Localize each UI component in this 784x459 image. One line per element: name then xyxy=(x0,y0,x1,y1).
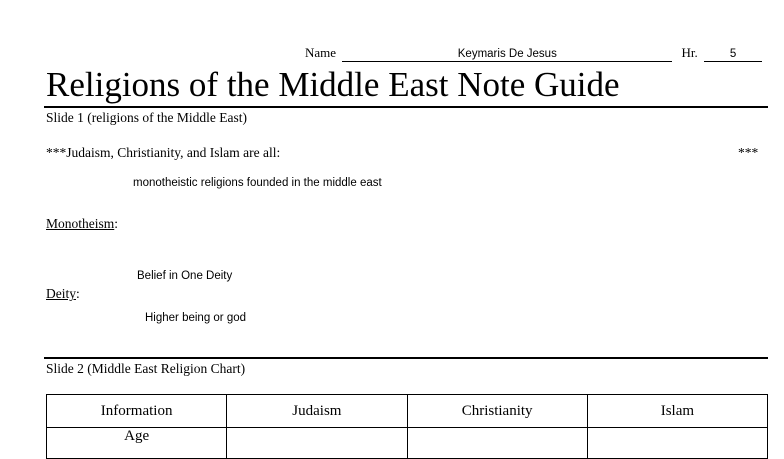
table-row xyxy=(47,428,768,459)
chart-header-information: Information xyxy=(47,395,227,428)
name-value: Keymaris De Jesus xyxy=(457,48,557,60)
slide2-heading: Slide 2 (Middle East Religion Chart) xyxy=(46,361,246,376)
monotheism-term: Monotheism xyxy=(46,216,115,231)
hour-label: Hr. xyxy=(681,45,698,60)
name-hour-row xyxy=(305,45,762,62)
cell-islam-age[interactable] xyxy=(587,428,767,459)
slide1-answer[interactable]: monotheistic religions founded in the middle east xyxy=(133,177,382,189)
religion-chart xyxy=(46,394,768,459)
deity-label: Deity: xyxy=(46,286,80,301)
hour-field[interactable] xyxy=(704,46,762,62)
slide1-question: ***Judaism, Christianity, and Islam are all: xyxy=(46,145,281,160)
name-label: Name xyxy=(305,45,337,60)
monotheism-label: Monotheism: xyxy=(46,216,119,231)
monotheism-answer[interactable]: Belief in One Deity xyxy=(137,270,233,282)
deity-term: Deity xyxy=(46,286,76,301)
deity-answer[interactable]: Higher being or god xyxy=(145,312,247,324)
cell-christianity-age[interactable] xyxy=(407,428,587,459)
name-field[interactable] xyxy=(342,46,672,62)
page-title: Religions of the Middle East Note Guide xyxy=(46,65,620,104)
chart-header-row xyxy=(47,395,768,428)
row-label-age: Age xyxy=(47,428,227,459)
slide-divider xyxy=(44,357,768,359)
title-divider xyxy=(44,106,768,108)
cell-judaism-age[interactable] xyxy=(227,428,407,459)
hour-value: 5 xyxy=(729,48,737,60)
chart-header-christianity: Christianity xyxy=(407,395,587,428)
slide1-question-end: *** xyxy=(738,145,759,160)
chart-header-islam: Islam xyxy=(587,395,767,428)
chart-header-judaism: Judaism xyxy=(227,395,407,428)
slide1-heading: Slide 1 (religions of the Middle East) xyxy=(46,110,247,125)
